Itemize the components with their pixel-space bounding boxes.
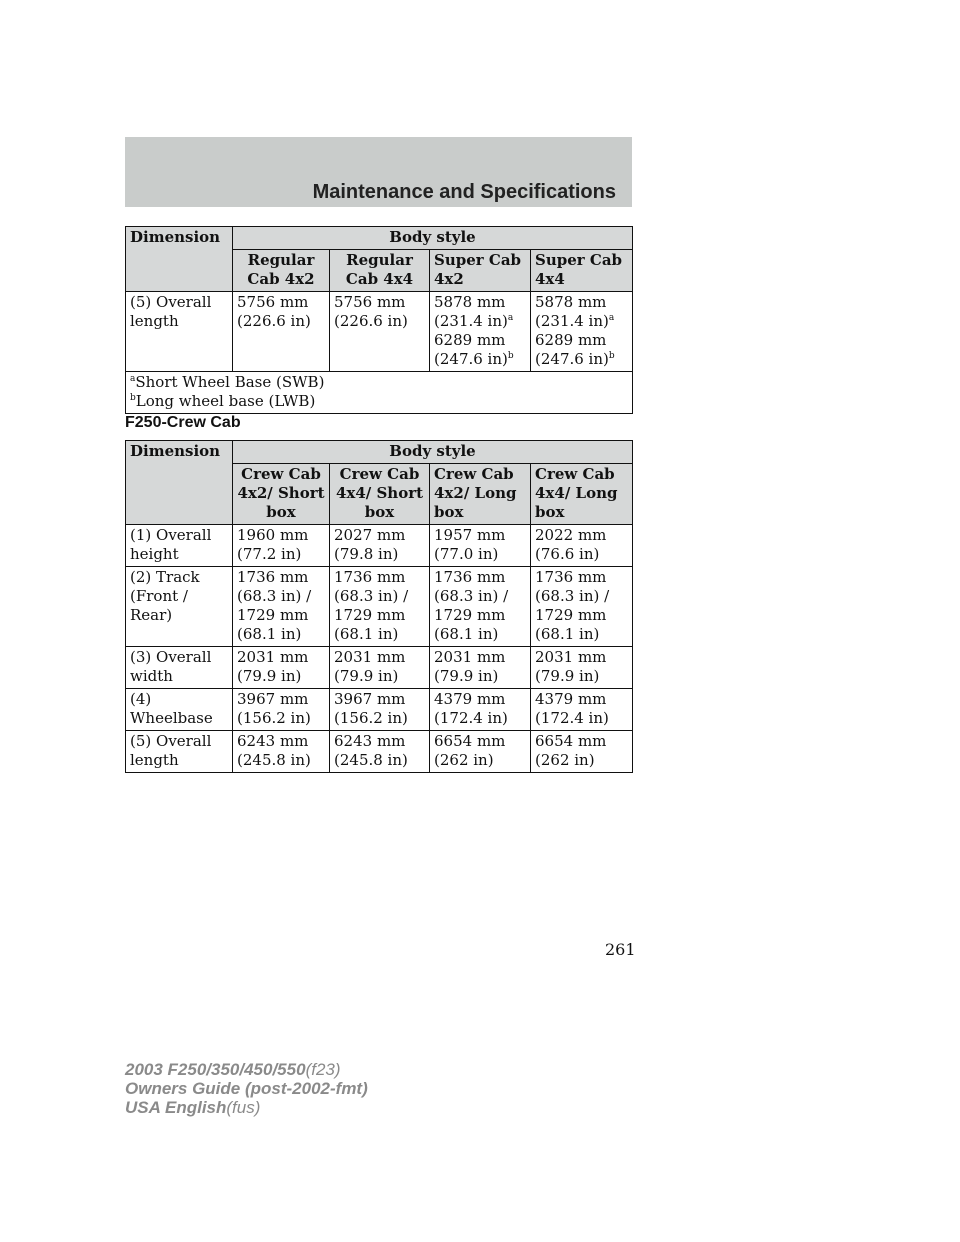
table-cell: 1736 mm (68.3 in) / 1729 mm (68.1 in): [531, 567, 633, 647]
footnote: $^a$Short Wheel Base (SWB): [130, 373, 325, 391]
column-header: Super Cab 4x4: [531, 250, 633, 292]
table-cell: 2031 mm (79.9 in): [330, 647, 430, 689]
row-label: (2) Track (Front / Rear): [126, 567, 233, 647]
column-header: Regular Cab 4x4: [330, 250, 430, 292]
dimensions-table-crew-cab: [125, 440, 633, 773]
page-header-title: Maintenance and Specifications: [312, 181, 616, 203]
table-row: [126, 731, 633, 773]
table-cell: 6654 mm (262 in): [531, 731, 633, 773]
table-row: [126, 647, 633, 689]
row-label: (5) Overall length: [126, 292, 233, 372]
column-header: Crew Cab 4x2/ Short box: [233, 464, 330, 525]
table-cell: 2022 mm (76.6 in): [531, 525, 633, 567]
table-cell: 1736 mm (68.3 in) / 1729 mm (68.1 in): [330, 567, 430, 647]
table-cell: 5878 mm (231.4 in)$^a$ 6289 mm (247.6 in)$^b$: [531, 292, 633, 372]
table-cell: 2031 mm (79.9 in): [233, 647, 330, 689]
dimension-header: Dimension: [126, 441, 233, 525]
row-label: (4) Wheelbase: [126, 689, 233, 731]
table-cell: 6243 mm (245.8 in): [330, 731, 430, 773]
column-header: Crew Cab 4x2/ Long box: [430, 464, 531, 525]
dimensions-table-regular-super-cab: [125, 226, 633, 414]
row-label: (1) Overall height: [126, 525, 233, 567]
table-footnotes: [126, 372, 633, 414]
table-cell: 4379 mm (172.4 in): [531, 689, 633, 731]
column-header: Crew Cab 4x4/ Long box: [531, 464, 633, 525]
table-row: [126, 689, 633, 731]
column-header: Super Cab 4x2: [430, 250, 531, 292]
table-cell: 4379 mm (172.4 in): [430, 689, 531, 731]
section-heading: F250-Crew Cab: [125, 414, 241, 431]
table-cell: 2027 mm (79.8 in): [330, 525, 430, 567]
table-cell: 6654 mm (262 in): [430, 731, 531, 773]
table-cell: 5878 mm (231.4 in)$^a$ 6289 mm (247.6 in)$^b$: [430, 292, 531, 372]
header-band: [125, 137, 632, 207]
body-style-header: Body style: [233, 227, 633, 250]
table-cell: 1960 mm (77.2 in): [233, 525, 330, 567]
document-footer: 2003 F250/350/450/550(f23) Owners Guide (post-2002-fmt) USA English(fus): [125, 1060, 368, 1117]
table-cell: 5756 mm (226.6 in): [330, 292, 430, 372]
table-cell: 2031 mm (79.9 in): [430, 647, 531, 689]
table-cell: 1736 mm (68.3 in) / 1729 mm (68.1 in): [233, 567, 330, 647]
column-header: Regular Cab 4x2: [233, 250, 330, 292]
table-cell: 1736 mm (68.3 in) / 1729 mm (68.1 in): [430, 567, 531, 647]
table-cell: 5756 mm (226.6 in): [233, 292, 330, 372]
dimension-header: Dimension: [126, 227, 233, 292]
table-row: [126, 292, 633, 372]
row-label: (5) Overall length: [126, 731, 233, 773]
table-cell: 6243 mm (245.8 in): [233, 731, 330, 773]
table-row: [126, 525, 633, 567]
table-cell: 2031 mm (79.9 in): [531, 647, 633, 689]
table-cell: 3967 mm (156.2 in): [330, 689, 430, 731]
body-style-header: Body style: [233, 441, 633, 464]
footnote: $^b$Long wheel base (LWB): [130, 392, 316, 410]
table-row: [126, 567, 633, 647]
page-number: 261: [605, 940, 636, 959]
table-cell: 3967 mm (156.2 in): [233, 689, 330, 731]
row-label: (3) Overall width: [126, 647, 233, 689]
table-cell: 1957 mm (77.0 in): [430, 525, 531, 567]
column-header: Crew Cab 4x4/ Short box: [330, 464, 430, 525]
